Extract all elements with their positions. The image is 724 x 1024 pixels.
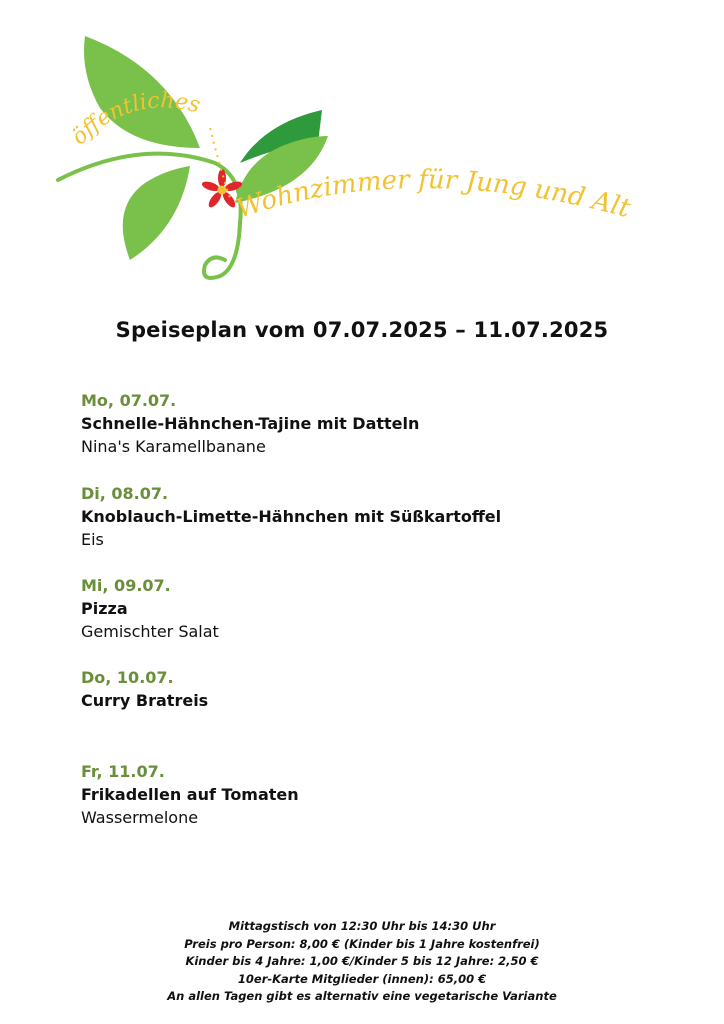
day-main-dish: Schnelle-Hähnchen-Tajine mit Datteln <box>81 414 420 433</box>
day-side-dish: Gemischter Salat <box>81 622 219 641</box>
logo-text-bottom: Wohnzimmer für Jung und Alt <box>232 164 634 225</box>
day-main-dish: Pizza <box>81 599 128 618</box>
menu-day-thursday <box>81 667 681 712</box>
footer-info <box>0 918 724 1006</box>
day-date: Di, 08.07. <box>81 484 169 503</box>
day-side-dish: Wassermelone <box>81 808 199 827</box>
menu-day-monday <box>81 390 681 458</box>
footer-price: Preis pro Person: 8,00 € (Kinder bis 1 Jahre kostenfrei) <box>184 936 540 951</box>
day-side-dish: Nina's Karamellbanane <box>81 437 266 456</box>
day-date: Fr, 11.07. <box>81 762 165 781</box>
day-side-dish: Eis <box>81 530 104 549</box>
logo <box>50 28 650 298</box>
footer-vegetarian-note: An allen Tagen gibt es alternativ eine vegetarische Variante <box>167 989 557 1003</box>
menu-day-wednesday <box>81 575 681 643</box>
day-date: Mo, 07.07. <box>81 391 177 410</box>
logo-text-top: öffentliches <box>66 88 203 151</box>
day-date: Do, 10.07. <box>81 668 174 687</box>
footer-ten-card: 10er-Karte Mitglieder (innen): 65,00 € <box>237 971 487 986</box>
page-title: Speiseplan vom 07.07.2025 – 11.07.2025 <box>115 318 609 342</box>
footer-hours: Mittagstisch von 12:30 Uhr bis 14:30 Uhr <box>228 919 496 933</box>
day-date: Mi, 09.07. <box>81 576 171 595</box>
menu-day-tuesday <box>81 483 681 551</box>
footer-child-prices: Kinder bis 4 Jahre: 1,00 €/Kinder 5 bis 12 Jahre: 2,50 € <box>185 954 539 968</box>
menu-day-friday <box>81 761 681 829</box>
day-main-dish: Frikadellen auf Tomaten <box>81 785 299 804</box>
day-main-dish: Curry Bratreis <box>81 691 209 710</box>
day-main-dish: Knoblauch-Limette-Hähnchen mit Süßkartoffel <box>81 507 502 526</box>
leaf-bottom-left <box>123 166 190 260</box>
